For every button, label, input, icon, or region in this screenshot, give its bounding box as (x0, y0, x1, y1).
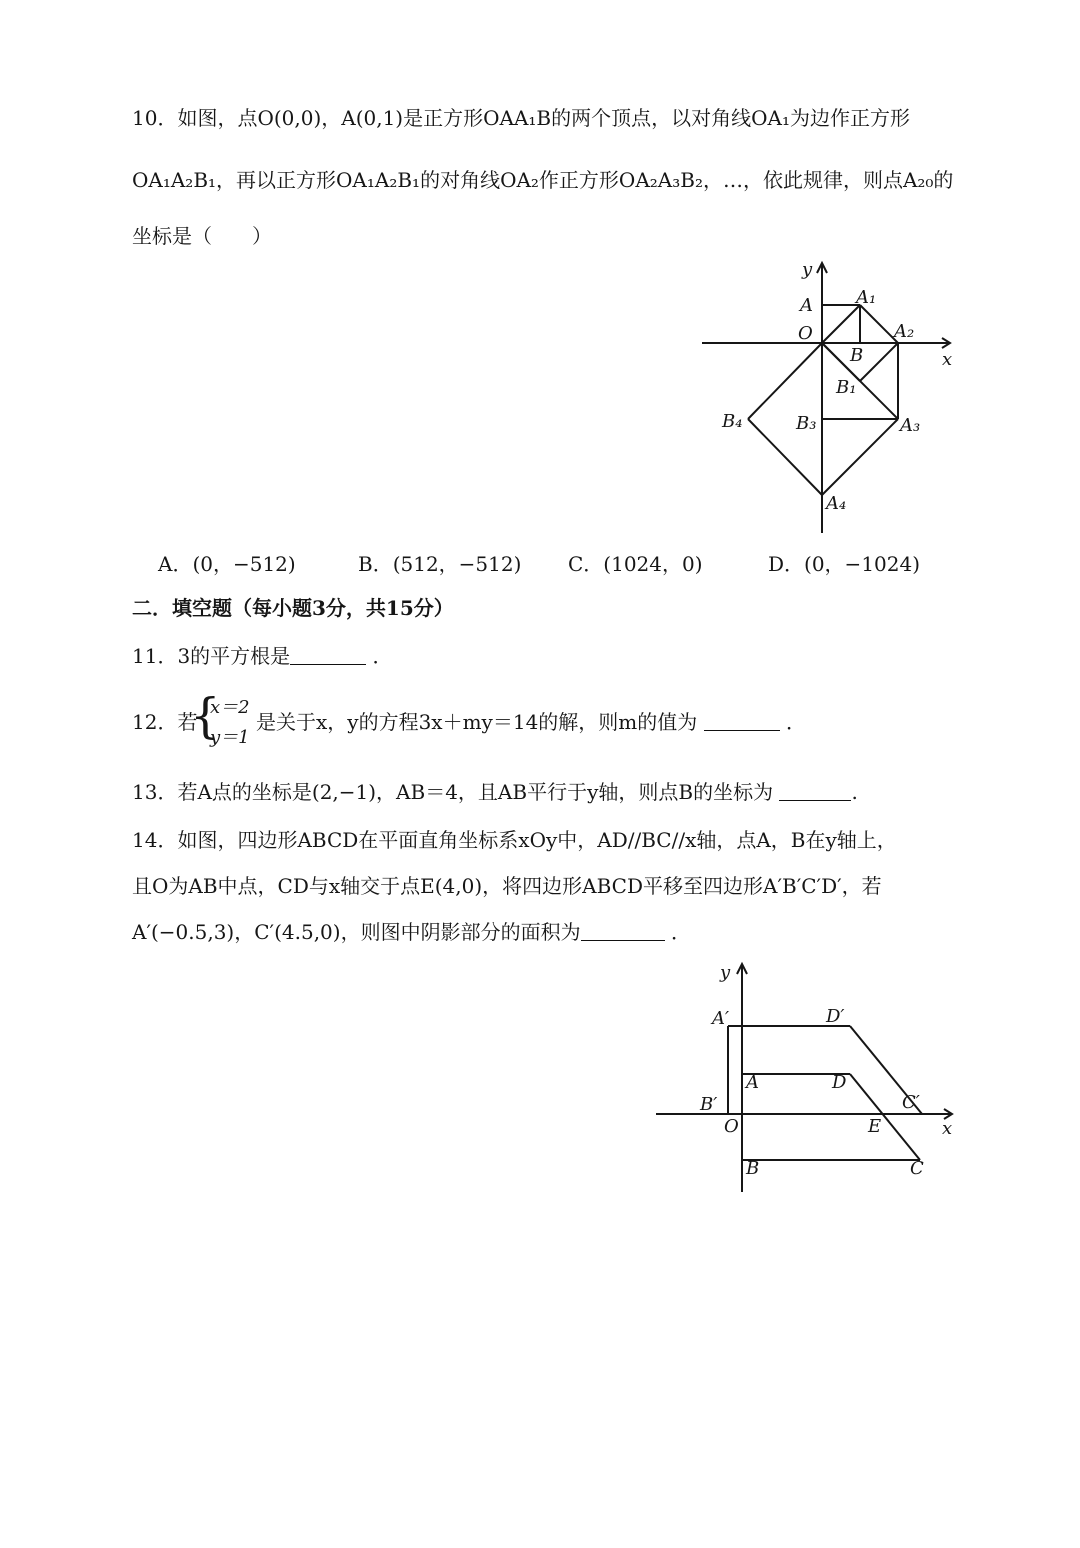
q10-label-O: O (798, 323, 813, 344)
q10-option-c[interactable]: C．(1024，0) (568, 552, 703, 576)
q14-figure (650, 958, 970, 1198)
q13-text: 13．若A点的坐标是(2,−1)，AB＝4，且AB平行于y轴，则点B的坐标为 (132, 780, 774, 804)
q14-label-A: A (746, 1072, 759, 1093)
q12-eq-1: x＝2 (210, 697, 250, 718)
q14-end: ． (670, 920, 691, 944)
q12-answer-blank[interactable] (704, 730, 780, 731)
q10-figure (690, 255, 970, 545)
q14-label-y: y (720, 962, 731, 983)
q10-option-b[interactable]: B．(512，−512) (358, 552, 522, 576)
q10-label-A4: A₄ (826, 493, 847, 514)
q14-line-1: 14．如图，四边形ABCD在平面直角坐标系xOy中，AD//BC//x轴，点A，B在y轴上， (132, 828, 897, 852)
q10-line-2: OA₁A₂B₁，再以正方形OA₁A₂B₁的对角线OA₂作正方形OA₂A₃B₂，…，依此规律，则点A₂₀的 (132, 168, 954, 192)
q10-label-B1: B₁ (836, 377, 857, 398)
q14-label-E: E (868, 1116, 882, 1137)
q10-option-d[interactable]: D．(0，−1024) (768, 552, 921, 576)
q12-body (256, 708, 806, 736)
q12-prefix: 12．若 (132, 710, 198, 734)
q10-label-B4: B₄ (722, 411, 743, 432)
q10-label-A: A (800, 295, 813, 316)
q13 (132, 778, 858, 806)
q12-end: ． (785, 710, 806, 734)
q13-answer-blank[interactable] (779, 800, 851, 801)
q10-label-A3: A₃ (900, 415, 921, 436)
q10-label-B: B (850, 345, 864, 366)
q14-label-B-prime: B′ (700, 1094, 718, 1115)
q10-label-A1: A₁ (856, 287, 877, 308)
q13-end: . (851, 780, 858, 804)
q11-end: ． (372, 644, 393, 668)
q10-option-a[interactable]: A．(0，−512) (158, 552, 296, 576)
q12-brace: { (190, 688, 221, 744)
q14-line-3 (132, 918, 691, 946)
q14-label-A-prime: A′ (712, 1008, 730, 1029)
q10-line-3: 坐标是（ ） (132, 224, 272, 248)
q14-label-C-prime: C′ (902, 1092, 920, 1113)
q10-label-y: y (802, 259, 813, 280)
q12-eq-2: y＝1 (210, 727, 250, 748)
q14-label-O: O (724, 1116, 739, 1137)
q10-label-B3: B₃ (796, 413, 817, 434)
q14-answer-blank[interactable] (581, 940, 665, 941)
q11-answer-blank[interactable] (290, 664, 366, 665)
q14-line-3-text: A′(−0.5,3)，C′(4.5,0)，则图中阴影部分的面积为 (132, 920, 581, 944)
q12-middle: 是关于x，y的方程3x＋my＝14的解，则m的值为 (256, 710, 698, 734)
q14-label-D: D (832, 1072, 847, 1093)
q11-text: 11．3的平方根是 (132, 644, 291, 668)
q14-label-D-prime: D′ (826, 1006, 845, 1027)
q10-label-A2: A₂ (894, 321, 915, 342)
q10-line-1: 10．如图，点O(0,0)，A(0,1)是正方形OAA₁B的两个顶点，以对角线OA₁为边作正方形 (132, 106, 910, 130)
q10-label-x: x (942, 349, 953, 370)
q14-line-2: 且O为AB中点，CD与x轴交于点E(4,0)，将四边形ABCD平移至四边形A′B′C′D′，若 (132, 874, 882, 898)
section-2-heading: 二．填空题（每小题3分，共15分） (132, 596, 454, 620)
q14-label-x: x (942, 1118, 953, 1139)
q14-label-B: B (746, 1158, 760, 1179)
q14-label-C: C (910, 1158, 924, 1179)
q11 (132, 642, 393, 670)
